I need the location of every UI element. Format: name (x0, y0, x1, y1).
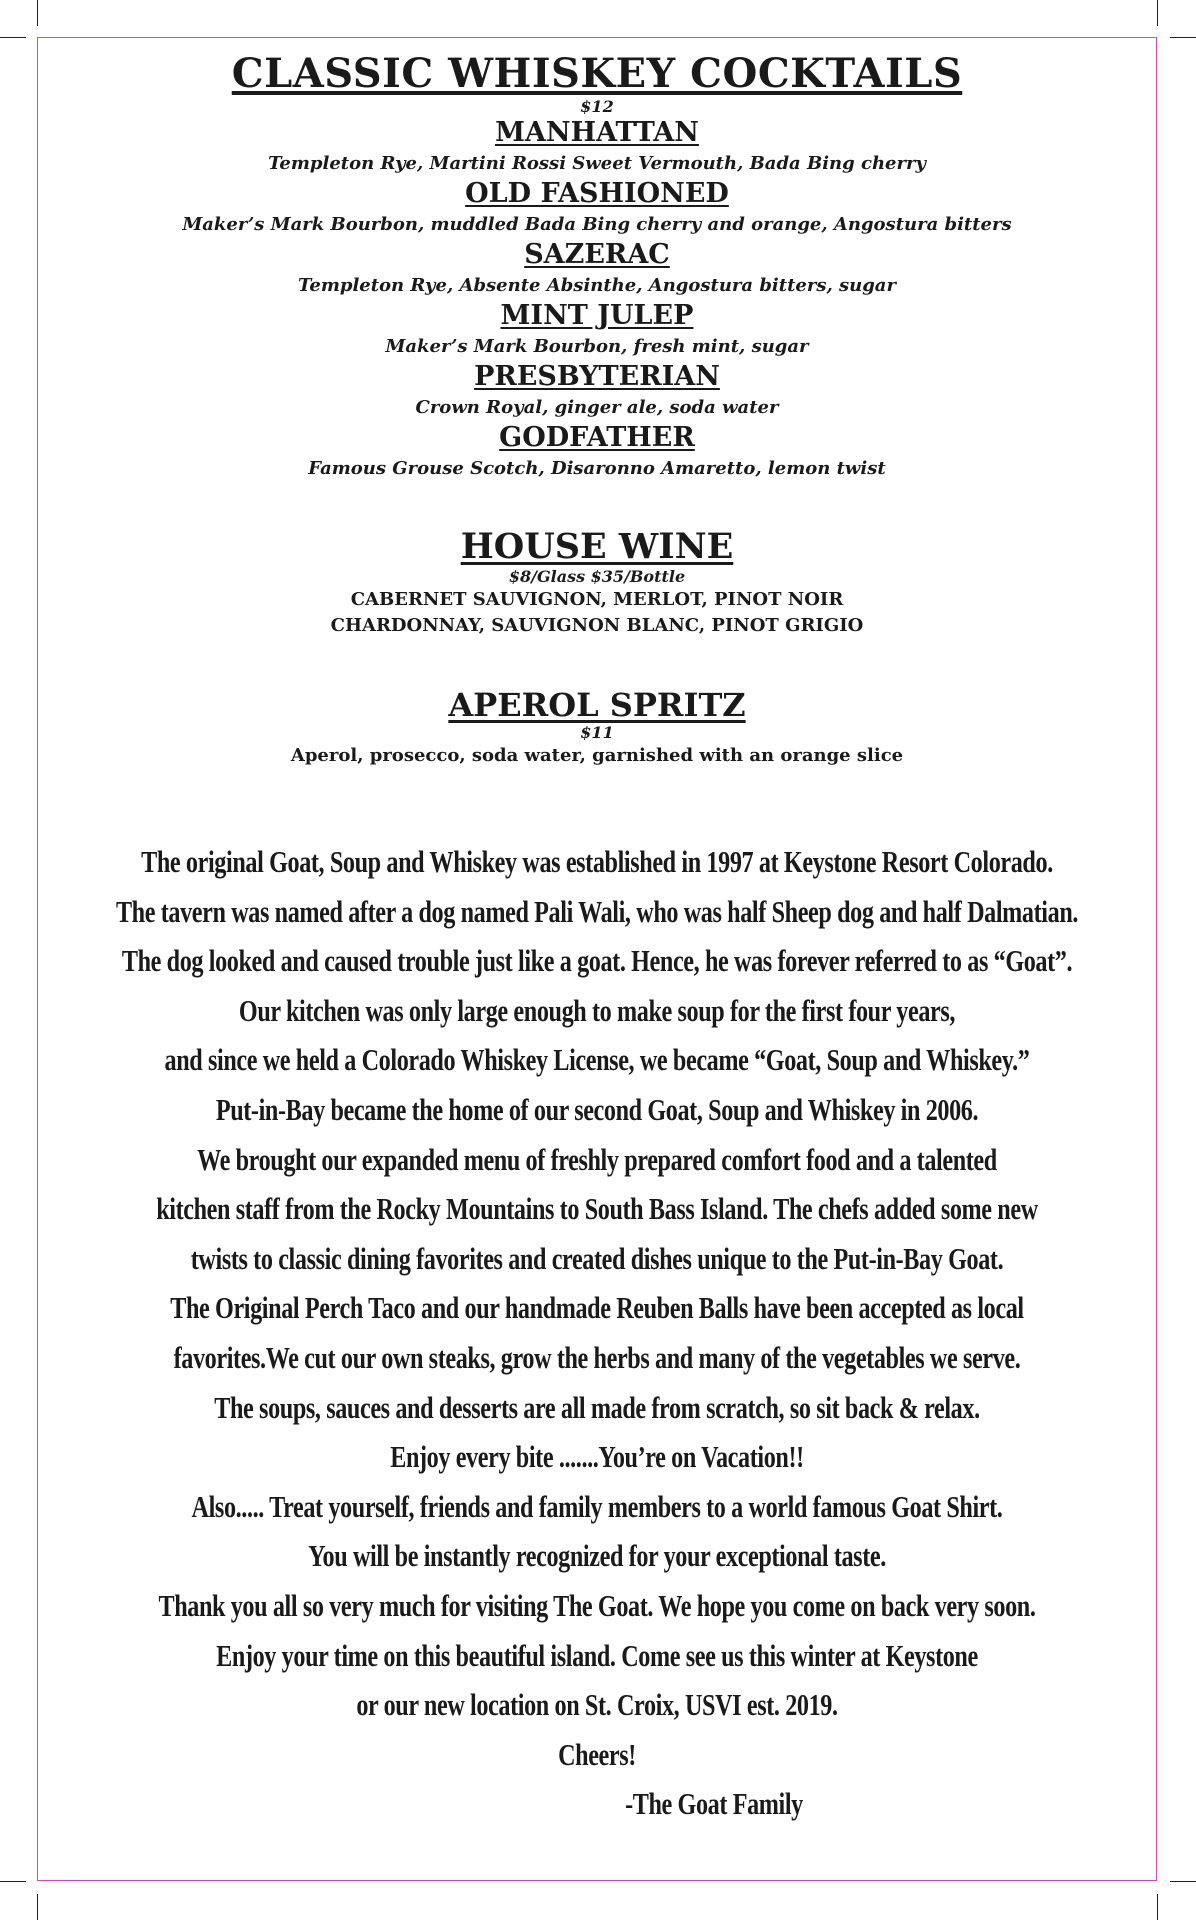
story-line: Thank you all so very much for visiting The Goat. We hope you come on back very soon. (158, 1587, 1036, 1623)
cocktail-item (37, 117, 1157, 178)
story-line: We brought our expanded menu of freshly prepared comfort food and a talented (197, 1141, 997, 1177)
story-line: Cheers! (558, 1736, 636, 1772)
crop-mark (37, 0, 38, 26)
white-wine-list: CHARDONNAY, SAUVIGNON BLANC, PINOT GRIGIO (330, 615, 864, 636)
cocktail-desc: Templeton Rye, Martini Rossi Sweet Vermouth, Bada Bing cherry (268, 153, 926, 174)
story-line: Also..... Treat yourself, friends and family members to a world famous Goat Shirt. (191, 1488, 1003, 1524)
story-line: Enjoy your time on this beautiful island. Come see us this winter at Keystone (216, 1637, 978, 1673)
cocktail-name: OLD FASHIONED (465, 178, 729, 209)
cocktail-desc: Famous Grouse Scotch, Disaronno Amaretto, lemon twist (308, 458, 886, 479)
house-wine-price: $8/Glass $35/Bottle (508, 567, 686, 586)
story-line: and since we held a Colorado Whiskey License, we became “Goat, Soup and Whiskey.” (164, 1042, 1030, 1078)
cocktails-title: CLASSIC WHISKEY COCKTAILS (231, 50, 963, 97)
aperol-section (37, 687, 1157, 769)
story-line: Put-in-Bay became the home of our second Goat, Soup and Whiskey in 2006. (215, 1091, 979, 1127)
goat-story (98, 837, 1096, 1829)
house-wine-title: HOUSE WINE (460, 526, 734, 567)
cocktail-item (37, 361, 1157, 422)
cocktail-item (37, 239, 1157, 300)
story-line: twists to classic dining favorites and created dishes unique to the Put-in-Bay Goat. (190, 1240, 1004, 1276)
crop-mark (1170, 1881, 1196, 1882)
crop-mark (1170, 37, 1196, 38)
story-line: The soups, sauces and desserts are all made from scratch, so sit back & relax. (214, 1389, 980, 1425)
crop-mark (1157, 0, 1158, 26)
cocktail-desc: Templeton Rye, Absente Absinthe, Angostura bitters, sugar (298, 275, 896, 296)
cocktail-desc: Maker’s Mark Bourbon, fresh mint, sugar (385, 336, 809, 357)
cocktail-name: MINT JULEP (500, 300, 694, 331)
cocktail-desc: Maker’s Mark Bourbon, muddled Bada Bing cherry and orange, Angostura bitters (182, 214, 1012, 235)
crop-mark (1157, 1894, 1158, 1920)
menu-page (37, 37, 1157, 1829)
story-line: The tavern was named after a dog named Pali Wali, who was half Sheep dog and half Dalmatian. (115, 893, 1079, 929)
story-line: You will be instantly recognized for your exceptional taste. (308, 1538, 886, 1574)
crop-mark (0, 37, 26, 38)
story-line: favorites.We cut our own steaks, grow the herbs and many of the vegetables we serve. (173, 1339, 1021, 1375)
story-line: kitchen staff from the Rocky Mountains to South Bass Island. The chefs added some new (156, 1191, 1038, 1227)
cocktail-item (37, 300, 1157, 361)
story-line: The dog looked and caused trouble just like a goat. Hence, he was forever referred to as “Goat”. (121, 943, 1073, 979)
aperol-price: $11 (580, 723, 614, 742)
story-line: Our kitchen was only large enough to make soup for the first four years, (238, 992, 956, 1028)
story-line: Enjoy every bite .......You’re on Vacation!! (390, 1439, 804, 1475)
crop-mark (37, 1894, 38, 1920)
cocktail-name: SAZERAC (524, 239, 670, 270)
aperol-title: APEROL SPRITZ (448, 686, 746, 724)
cocktails-section (37, 51, 1157, 483)
red-wine-list: CABERNET SAUVIGNON, MERLOT, PINOT NOIR (350, 589, 844, 610)
aperol-desc: Aperol, prosecco, soda water, garnished with an orange slice (290, 745, 904, 766)
house-wine-section (37, 527, 1157, 639)
story-line: The Original Perch Taco and our handmade Reuben Balls have been accepted as local (170, 1290, 1024, 1326)
story-line: The original Goat, Soup and Whiskey was established in 1997 at Keystone Resort Colorado. (141, 844, 1053, 879)
cocktail-name: MANHATTAN (495, 117, 699, 148)
cocktail-desc: Crown Royal, ginger ale, soda water (415, 397, 779, 418)
story-signature: -The Goat Family (625, 1786, 803, 1822)
cocktails-price: $12 (580, 97, 614, 116)
cocktail-item (37, 422, 1157, 483)
cocktail-name: PRESBYTERIAN (474, 361, 720, 392)
cocktail-item (37, 178, 1157, 239)
crop-mark (0, 1881, 26, 1882)
cocktail-name: GODFATHER (499, 422, 695, 453)
story-line: or our new location on St. Croix, USVI est. 2019. (356, 1687, 838, 1723)
